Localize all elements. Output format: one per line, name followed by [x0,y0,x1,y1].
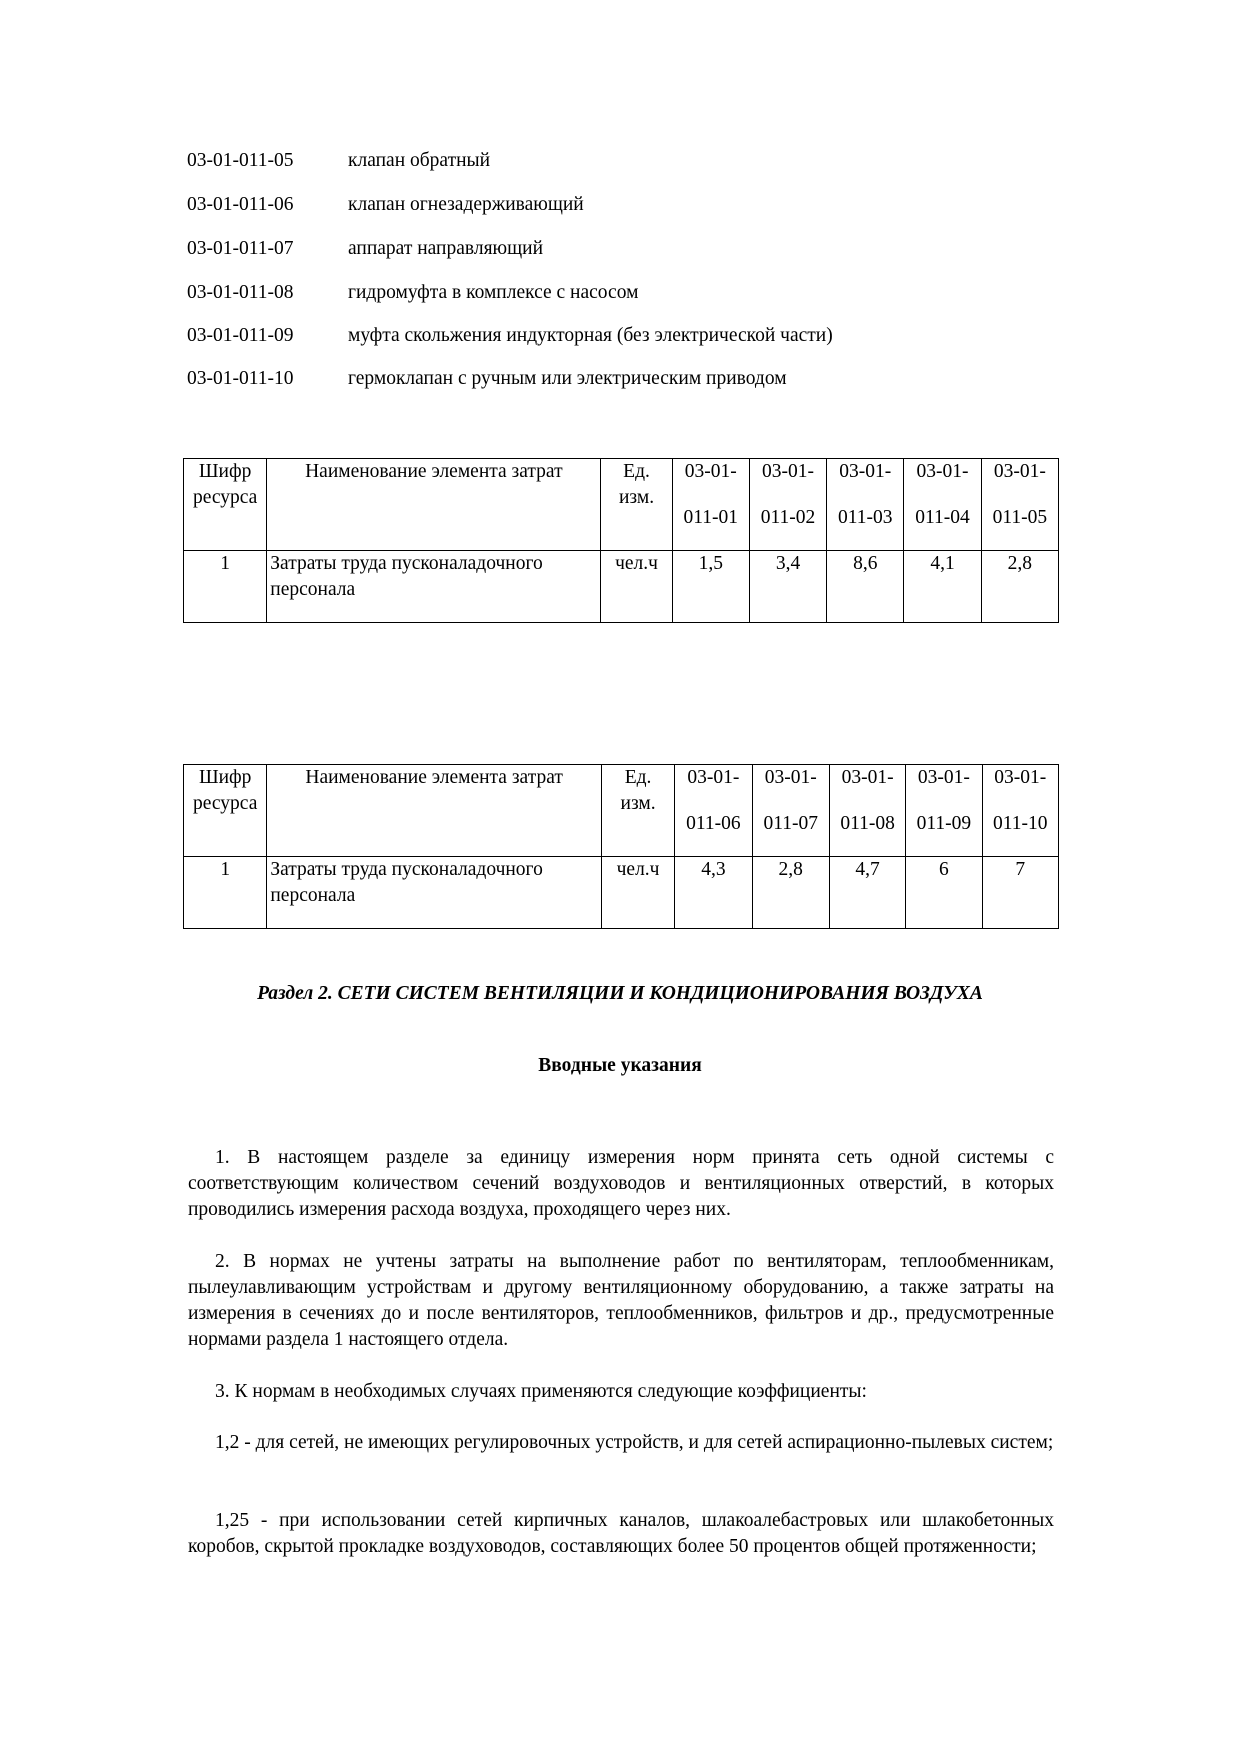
cell-name: Затраты труда пусконаладочного персонала [267,857,602,929]
header-code: 03-01- 011-06 [675,765,752,857]
header-code: 03-01- 011-03 [827,459,904,551]
cell-name: Затраты труда пусконаладочного персонала [267,551,601,623]
cell-unit: чел.ч [601,857,674,929]
code-list-desc: аппарат направляющий [348,238,543,259]
header-unit: Ед. изм. [601,765,674,857]
cell-value: 4,1 [904,551,981,623]
header-name: Наименование элемента затрат [267,765,602,857]
paragraph: 1. В настоящем разделе за единицу измерения норм принята сеть одной системы с соответствующим количеством сечений воздуховодов и вентиляционных отверстий, в которых проводились измерения расхода воздуха, проходящего через них. [188,1147,1054,1220]
code-list-item [187,280,638,306]
table-row [184,551,1059,623]
cell-value: 3,4 [749,551,826,623]
code-list-code: 03-01-011-09 [187,325,294,346]
header-code: 03-01- 011-04 [904,459,981,551]
table-header-row [184,459,1059,551]
code-list-item [187,366,787,392]
header-resource: Шифр ресурса [184,459,267,551]
cell-value: 1,5 [672,551,749,623]
code-list-code: 03-01-011-06 [187,194,294,215]
code-list-code: 03-01-011-08 [187,282,294,303]
code-list-code: 03-01-011-05 [187,150,294,171]
code-list-desc: муфта скольжения индукторная (без электрической части) [348,325,833,346]
table-header-row [184,765,1059,857]
header-code: 03-01- 011-09 [906,765,982,857]
cell-resource: 1 [184,857,267,929]
header-code: 03-01- 011-05 [981,459,1058,551]
code-list-desc: клапан огнезадерживающий [348,194,584,215]
cell-resource: 1 [184,551,267,623]
cell-value: 4,3 [675,857,752,929]
code-list-code: 03-01-011-07 [187,238,294,259]
code-list-desc: гермоклапан с ручным или электрическим приводом [348,368,787,389]
paragraph: 3. К нормам в необходимых случаях применяются следующие коэффициенты: [215,1381,867,1402]
header-code: 03-01- 011-10 [982,765,1058,857]
paragraph: 2. В нормах не учтены затраты на выполнение работ по вентиляторам, теплообменникам, пылеулавливающим устройствам и другому вентиляционному оборудованию, а также затраты на измерения в сечениях до и после вентиляторов, теплообменников, фильтров и др., предусмотренные нормами раздела 1 настоящего отдела. [188,1251,1054,1350]
cell-value: 8,6 [827,551,904,623]
code-list-item [187,192,584,218]
cell-value: 7 [982,857,1058,929]
intro-title: Вводные указания [538,1055,702,1076]
paragraph: 1,2 - для сетей, не имеющих регулировочных устройств, и для сетей аспирационно-пылевых систем; [215,1432,1054,1453]
code-list-item [187,236,543,262]
code-list-desc: клапан обратный [348,150,491,171]
header-code: 03-01- 011-01 [672,459,749,551]
code-list-item [187,323,833,349]
header-name: Наименование элемента затрат [267,459,601,551]
header-code: 03-01- 011-02 [749,459,826,551]
table-row [184,857,1059,929]
cell-value: 6 [906,857,982,929]
header-code: 03-01- 011-08 [829,765,905,857]
norm-table-2 [183,764,1059,929]
cell-value: 2,8 [981,551,1058,623]
header-code: 03-01- 011-07 [752,765,829,857]
code-list-code: 03-01-011-10 [187,368,294,389]
paragraph: 1,25 - при использовании сетей кирпичных каналов, шлакоалебастровых или шлакобетонных коробов, скрытой прокладке воздуховодов, составляющих более 50 процентов общей протяженности; [188,1510,1054,1557]
header-unit: Ед. изм. [601,459,672,551]
section-title: Раздел 2. СЕТИ СИСТЕМ ВЕНТИЛЯЦИИ И КОНДИЦИОНИРОВАНИЯ ВОЗДУХА [257,983,983,1004]
code-list-desc: гидромуфта в комплексе с насосом [348,282,639,303]
cell-unit: чел.ч [601,551,672,623]
norm-table-1 [183,458,1059,623]
cell-value: 4,7 [829,857,905,929]
header-resource: Шифр ресурса [184,765,267,857]
cell-value: 2,8 [752,857,829,929]
code-list-item [187,148,490,174]
